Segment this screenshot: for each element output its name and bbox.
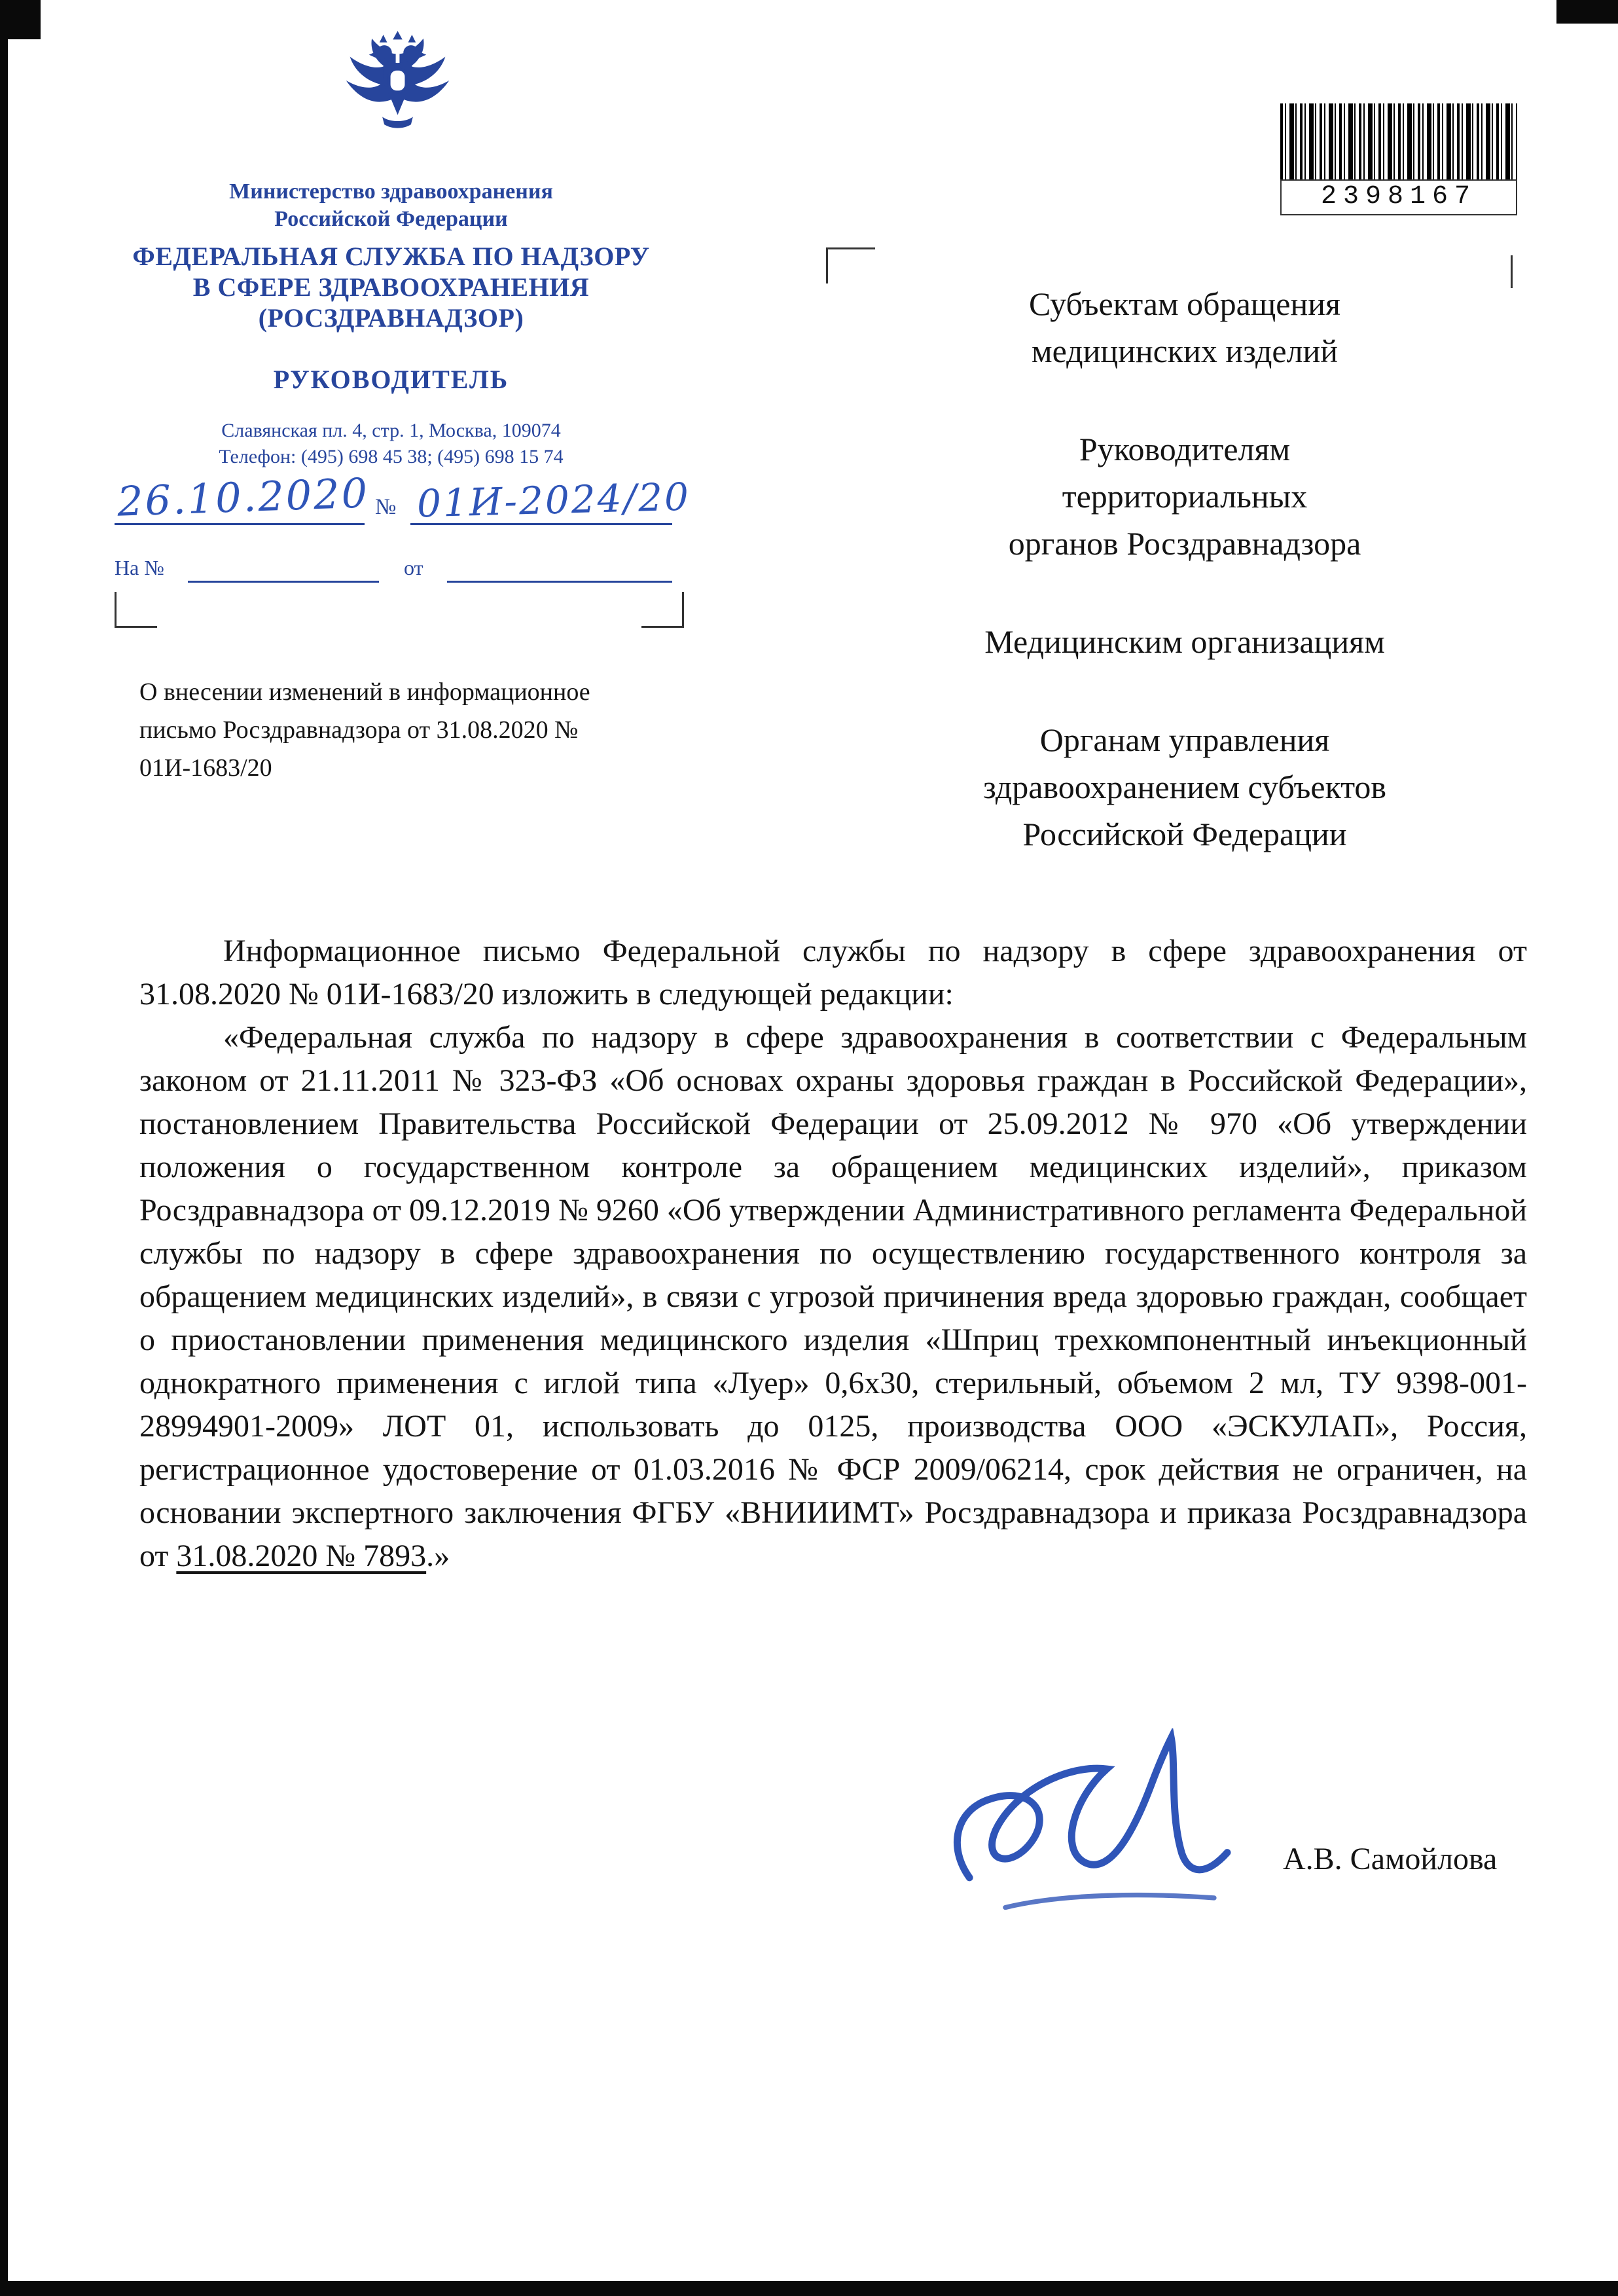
contact-address: Славянская пл. 4, стр. 1, Москва, 109074 [221,420,561,441]
addressee-block [884,280,1486,374]
scan-edge-bottom [0,2281,1618,2296]
contact-phone: Телефон: (495) 698 45 38; (495) 698 15 74 [219,446,564,467]
letter-subject: О внесении изменений в информационное письмо Росздравнадзора от 31.08.2020 № 01И-1683/20 [139,678,590,782]
ministry-line1: Министерство здравоохранения [229,179,553,204]
signer-name: А.В. Самойлова [1283,1842,1498,1876]
form-line-date [115,523,365,525]
scan-corner-top-right [1556,0,1618,24]
ref-number-label: На № [115,556,164,579]
addressee-line: медицинских изделий [1031,333,1339,369]
reference-row [115,547,684,584]
address-window-mark-bottom-right [641,592,684,628]
service-line1: ФЕДЕРАЛЬНАЯ СЛУЖБА ПО НАДЗОРУ [132,242,650,271]
number-sign: № [375,495,397,519]
addressee-line: Субъектам обращения [1029,285,1340,322]
barcode-number: 2398167 [1280,179,1517,215]
addressee-line: Руководителям [1079,431,1291,467]
coat-of-arms-icon [340,14,455,172]
service-line2: В СФЕРЕ ЗДРАВООХРАНЕНИЯ [192,272,590,302]
underlined-reference: 31.08.2020 № 7893 [176,1539,427,1573]
addressee-line: здравоохранением субъектов [982,769,1387,805]
addressee-line: Органам управления [1039,721,1330,758]
barcode-bars [1280,103,1517,179]
body-paragraph-2 [139,1016,1527,1578]
address-window-mark-bottom-left [115,592,157,628]
service-line3: (РОСЗДРАВНАДЗОР) [258,303,524,333]
scan-corner-top-left [0,0,41,39]
address-window-mark-right [1511,255,1513,288]
ministry-line2: Российской Федерации [274,207,508,231]
form-line-ref-date [447,581,672,583]
outgoing-date-handwritten: 26.10.2020 [116,469,370,526]
outgoing-requisites-row [115,462,691,526]
outgoing-number-handwritten: 01И-2024/20 [416,474,691,526]
addressees-column [884,280,1486,909]
addressee-block [884,426,1486,567]
ref-from-label: от [404,556,423,579]
addressee-block [884,618,1486,665]
body-paragraph-1: Информационное письмо Федеральной службы по надзору в сфере здравоохранения от 31.08.2020 № 01И-1683/20 изложить в следующей редакции: [139,934,1527,1011]
addressee-block [884,716,1486,858]
signature-stroke-icon [929,1728,1296,1931]
ministry-name [75,178,707,233]
barcode [1280,103,1517,215]
service-name [75,241,707,333]
body-paragraph-2-text: «Федеральная служба по надзору в сфере здравоохранения в соответствии с Федеральным законом от 21.11.2011 № 323-ФЗ «Об основах охраны здоровья граждан в Российской Федерации», постановлением Правительства Российской Федерации от 25.09.2012 № 970 «Об утверждении положения о государственном контроле за обращением медицинских изделий», приказом Росздравнадзора от 09.12.2019 № 9260 «Об утверждении Административного регламента Федеральной службы по надзору в сфере здравоохранения по осуществлению государственного контроля за обращением медицинских изделий», в связи с угрозой причинения вреда здоровью граждан, сообщает о приостановлении применения медицинского изделия «Шприц трехкомпонентный инъекционный однократного применения с иглой типа «Луер» 0,6х30, стерильный, объемом 2 мл, ТУ 9398-001-28994901-2009» ЛОТ 01, использовать до 0125, производства ООО «ЭСКУЛАП», Россия, регистрационное удостоверение от 01.03.2016 № ФСР 2009/06214, срок действия не ограничен, на основании экспертного заключения ФГБУ «ВНИИИМТ» Росздравнадзора и приказа Росздравнадзора от [139,1020,1527,1573]
body-closing: .» [426,1539,450,1573]
scan-edge-left [0,0,8,2296]
letter-body [139,930,1527,1578]
addressee-line: Российской Федерации [1022,816,1347,852]
addressee-line: органов Росздравнадзора [1008,525,1361,562]
addressee-line: Медицинским организациям [984,623,1385,660]
form-line-ref-number [188,581,379,583]
address-window-mark-top [826,247,875,283]
position-title: РУКОВОДИТЕЛЬ [273,365,509,394]
addressee-line: территориальных [1062,478,1308,515]
